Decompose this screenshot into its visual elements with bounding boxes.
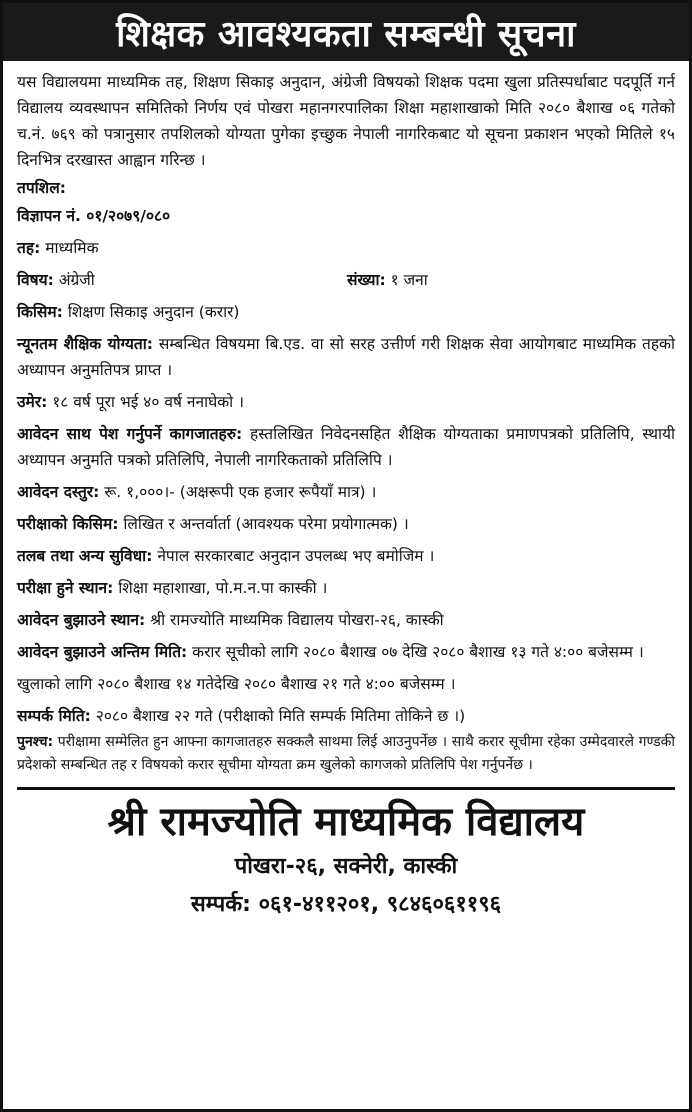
level-value: माध्यमिक: [40, 239, 99, 257]
qualification-row: [17, 331, 675, 383]
notice-body: [3, 61, 689, 777]
fee-row: [17, 479, 675, 505]
documents-row: [17, 421, 675, 473]
qualification-label: न्यूनतम शैक्षिक योग्यता:: [17, 335, 153, 353]
age-row: [17, 389, 675, 415]
exam-venue-label: परीक्षा हुने स्थान:: [17, 579, 114, 597]
subject-count-row: [17, 267, 675, 293]
open-deadline-row: खुलाको लागि २०८० बैशाख १४ गतेदेखि २०८० बैशाख २१ गते ४:०० बजेसम्म ।: [17, 675, 456, 693]
level-row: [17, 235, 675, 261]
submit-place-label: आवेदन बुझाउने स्थान:: [17, 611, 146, 629]
subject-field: [17, 267, 347, 293]
postscript-value: परीक्षामा सम्मेलित हुन आफ्ना कागजातहरु सक्कलै साथमा लिई आउनुपर्नेछ । साथै करार सूचीमा रहेका उम्मेदवारले गण्डकी प्रदेशको सम्बन्धित तह र विषयको करार सूचीमा योग्यता क्रम खुलेको कागजको प्रतिलिपि पेश गर्नुपर्नेछ ।: [17, 734, 675, 773]
salary-label: तलब तथा अन्य सुविधा:: [17, 547, 153, 565]
documents-label: आवेदन साथ पेश गर्नुपर्ने कागजातहरु:: [17, 425, 243, 443]
postscript: [17, 731, 675, 777]
salary-value: नेपाल सरकारबाट अनुदान उपलब्ध भए बमोजिम ।: [152, 547, 435, 565]
type-value: शिक्षण सिकाइ अनुदान (करार): [62, 303, 240, 321]
age-label: उमेर:: [17, 393, 48, 411]
type-label: किसिम:: [17, 303, 63, 321]
exam-type-label: परीक्षाको किसिम:: [17, 515, 119, 533]
fee-value: रू. १,०००।- (अक्षरूपी एक हजार रूपैयाँ मात्र) ।: [99, 483, 377, 501]
contact-date-label: सम्पर्क मिति:: [17, 707, 91, 725]
ad-number: विज्ञापन नं. ०१/२०७९/०८०: [17, 207, 171, 225]
notice-title: शिक्षक आवश्यकता सम्बन्धी सूचना: [3, 3, 689, 61]
school-address: पोखरा-२६, सक्नेरी, कास्की: [234, 854, 458, 879]
intro-paragraph: यस विद्यालयमा माध्यमिक तह, शिक्षण सिकाइ अनुदान, अंग्रेजी विषयको शिक्षक पदमा खुला प्रतिस्पर्धाबाट पदपूर्ति गर्न विद्यालय व्यवस्थापन समितिको निर्णय एवं पोखरा महानगरपालिका शिक्षा महाशाखाको मिति २०८० बैशाख ०६ गतेको च.नं. ७६९ को पत्रानुसार तपशिलको योग्यता पुगेका इच्छुक नेपाली नागरिकबाट यो सूचना प्रकाशन भएको मितिले १५ दिनभित्र दरखास्त आह्वान गरिन्छ ।: [17, 73, 675, 169]
salary-row: [17, 543, 675, 569]
postscript-label: पुनश्च:: [17, 734, 54, 750]
documents-value: हस्तलिखित निवेदनसहित शैक्षिक योग्यताका प्रमाणपत्रको प्रतिलिपि, स्थायी अध्यापन अनुमति पत्रको प्रतिलिपि, नेपाली नागरिकताको प्रतिलिपि ।: [17, 425, 675, 469]
count-value: १ जना: [385, 271, 428, 289]
school-name: श्री रामज्योति माध्यमिक विद्यालय: [107, 799, 585, 845]
exam-type-value: लिखित र अन्तर्वार्ता (आवश्यक परेमा प्रयोगात्मक) ।: [118, 515, 409, 533]
exam-type-row: [17, 511, 675, 537]
count-label: संख्या:: [347, 271, 386, 289]
submit-place-value: श्री रामज्योति माध्यमिक विद्यालय पोखरा-२६, कास्की: [145, 611, 444, 629]
contact-date-row: [17, 703, 675, 729]
subject-label: विषय:: [17, 271, 54, 289]
count-field: [347, 267, 428, 293]
deadline-row: [17, 639, 675, 665]
fee-label: आवेदन दस्तुर:: [17, 483, 100, 501]
exam-venue-row: [17, 575, 675, 601]
submit-place-row: [17, 607, 675, 633]
qualification-value: सम्बन्धित विषयमा बि.एड. वा सो सरह उत्तीर्ण गरी शिक्षक सेवा आयोगबाट माध्यमिक तहको अध्यापन अनुमतिपत्र प्राप्त ।: [17, 335, 675, 379]
footer: [3, 790, 689, 922]
deadline-label: आवेदन बुझाउने अन्तिम मिति:: [17, 643, 188, 661]
contact-date-value: २०८० बैशाख २२ गते (परीक्षाको मिति सम्पर्क मितिमा तोकिने छ ।): [90, 707, 466, 725]
school-contact: सम्पर्क: ०६१-४११२०१, ९८४६०६११९६: [190, 892, 502, 917]
level-label: तह:: [17, 239, 41, 257]
details-heading: तपशिल:: [17, 179, 66, 197]
type-row: [17, 299, 675, 325]
age-value: १८ वर्ष पूरा भई ४० वर्ष ननाघेको ।: [47, 393, 244, 411]
exam-venue-value: शिक्षा महाशाखा, पो.म.न.पा कास्की ।: [113, 579, 328, 597]
deadline-value: करार सूचीको लागि २०८० बैशाख ०७ देखि २०८० बैशाख १३ गते ४:०० बजेसम्म ।: [187, 643, 644, 661]
subject-value: अंग्रेजी: [53, 271, 95, 289]
